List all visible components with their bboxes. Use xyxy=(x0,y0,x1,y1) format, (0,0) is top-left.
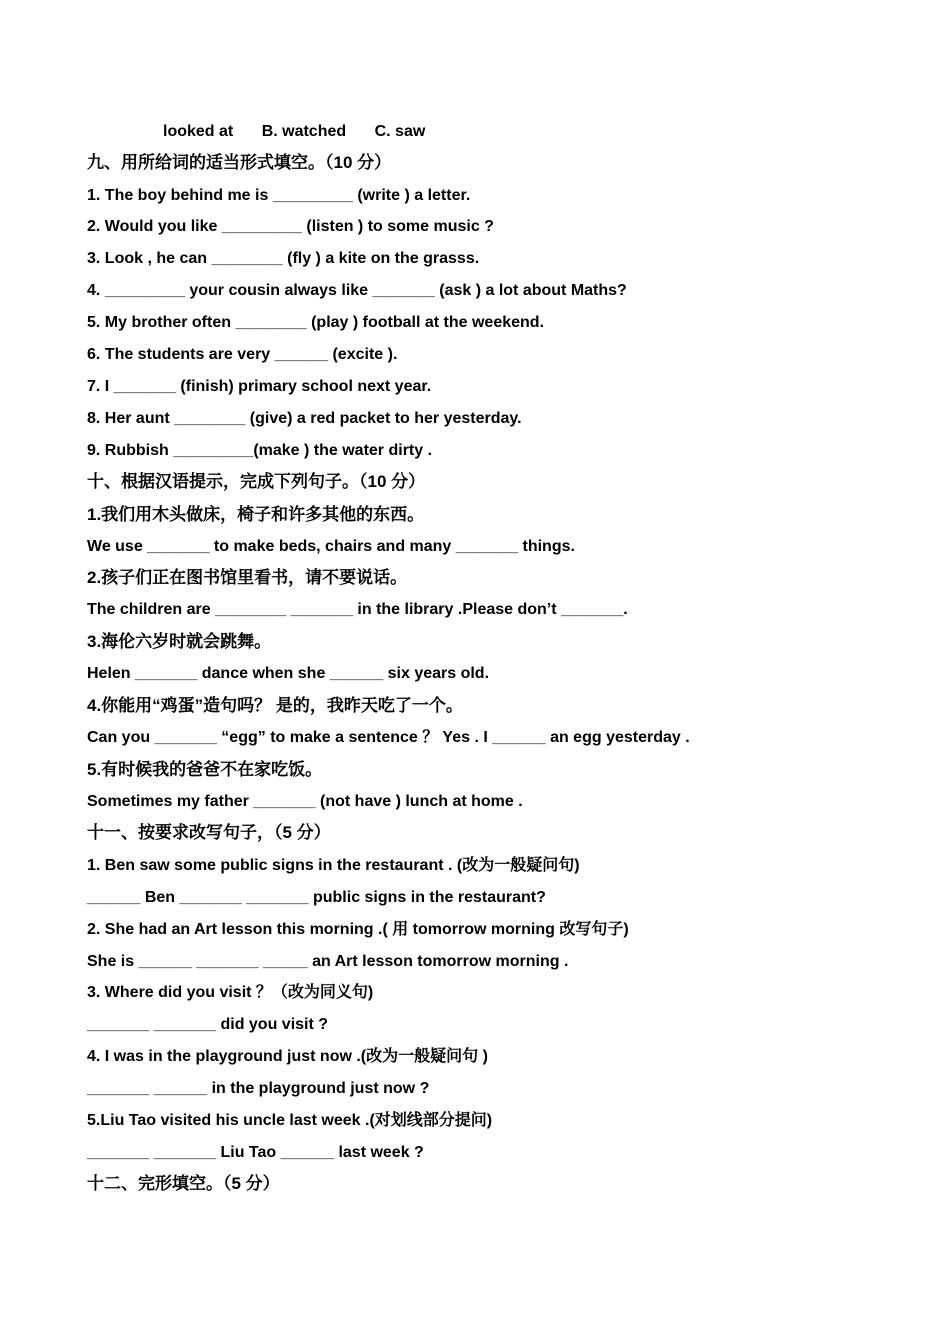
section-11-item-5-question: 5.Liu Tao visited his uncle last week .(对划线部分提问) xyxy=(87,1112,493,1129)
section-11-item-2-answer: She is ______ _______ _____ an Art lesson tomorrow morning . xyxy=(87,953,569,970)
section-11-item-3-answer: _______ _______ did you visit ? xyxy=(87,1016,329,1033)
option-c: C. saw xyxy=(374,123,426,140)
section-9-item-4: 4. _________ your cousin always like _______ (ask ) a lot about Maths? xyxy=(87,282,627,299)
section-9-item-8: 8. Her aunt ________ (give) a red packet to her yesterday. xyxy=(87,410,522,427)
section-10-item-1-chinese: 1.我们用木头做床，椅子和许多其他的东西。 xyxy=(87,505,425,524)
section-9-item-3: 3. Look , he can ________ (fly ) a kite on the grasss. xyxy=(87,250,480,267)
section-11-item-1-question: 1. Ben saw some public signs in the restaurant . (改为一般疑问句) xyxy=(87,857,580,874)
section-11-item-4-question: 4. I was in the playground just now .(改为一般疑问句 ) xyxy=(87,1048,488,1065)
section-11-item-4-answer: _______ ______ in the playground just now ? xyxy=(87,1080,430,1097)
section-11-item-1-answer: ______ Ben _______ _______ public signs in the restaurant? xyxy=(87,889,546,906)
section-11-item-3-question: 3. Where did you visit ？（改为同义句) xyxy=(87,984,374,1001)
section-10-item-2-chinese: 2.孩子们正在图书馆里看书，请不要说话。 xyxy=(87,568,408,587)
section-9-item-7: 7. I _______ (finish) primary school next year. xyxy=(87,378,432,395)
section-11-item-5-answer: _______ _______ Liu Tao ______ last week ? xyxy=(87,1144,424,1161)
section-9-item-5: 5. My brother often ________ (play ) football at the weekend. xyxy=(87,314,545,331)
section-9-item-1: 1. The boy behind me is _________ (write ) a letter. xyxy=(87,187,471,204)
section-10-item-1-english: We use _______ to make beds, chairs and many _______ things. xyxy=(87,538,575,555)
section-9-item-2: 2. Would you like _________ (listen ) to some music ? xyxy=(87,218,494,235)
section-10-item-4-chinese: 4.你能用“鸡蛋”造句吗？ 是的，我昨天吃了一个。 xyxy=(87,696,463,715)
section-11-heading: 十一、按要求改写句子，（5 分） xyxy=(87,823,331,842)
section-10-item-5-english: Sometimes my father _______ (not have ) lunch at home . xyxy=(87,793,523,810)
section-10-item-5-chinese: 5.有时候我的爸爸不在家吃饭。 xyxy=(87,760,323,779)
section-10-heading: 十、根据汉语提示，完成下列句子。（10 分） xyxy=(87,472,426,491)
section-12-heading: 十二、完形填空。（5 分） xyxy=(87,1174,280,1193)
section-10-item-2-english: The children are ________ _______ in the library .Please don’t _______. xyxy=(87,601,628,618)
section-10-item-4-english: Can you _______ “egg” to make a sentence ？ Yes . I ______ an egg yesterday . xyxy=(87,729,690,746)
option-b: B. watched xyxy=(261,123,347,140)
section-11-item-2-question: 2. She had an Art lesson this morning .( 用 tomorrow morning 改写句子) xyxy=(87,921,629,938)
section-9-heading: 九、用所给词的适当形式填空。（10 分） xyxy=(87,153,392,172)
previous-question-options xyxy=(163,122,425,142)
section-10-item-3-chinese: 3.海伦六岁时就会跳舞。 xyxy=(87,632,272,651)
section-9-item-9: 9. Rubbish _________(make ) the water dirty . xyxy=(87,442,433,459)
section-10-item-3-english: Helen _______ dance when she ______ six years old. xyxy=(87,665,490,682)
section-9-item-6: 6. The students are very ______ (excite ). xyxy=(87,346,398,363)
option-a: looked at xyxy=(163,123,234,140)
